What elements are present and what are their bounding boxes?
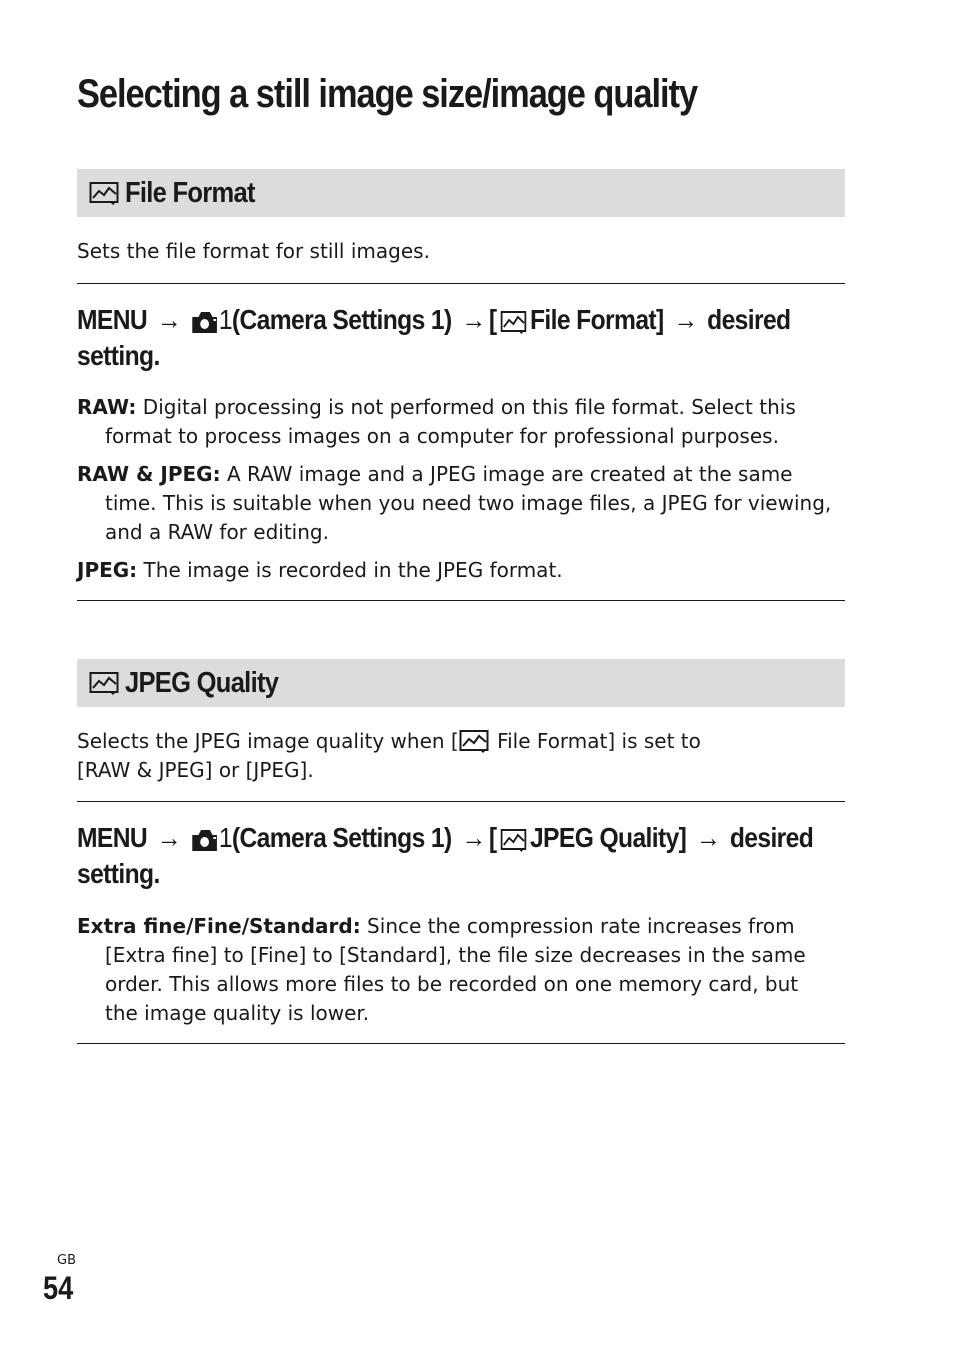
- divider: [77, 801, 845, 802]
- divider: [77, 600, 845, 601]
- arrow-icon: →: [156, 822, 181, 853]
- description-text: Selects the JPEG image quality when [: [77, 729, 459, 753]
- still-image-icon: [89, 181, 119, 205]
- section-description: Sets the file format for still images.: [77, 239, 430, 263]
- section-heading: File Format: [125, 176, 255, 209]
- item-description: Since the compression rate increases from [Extra fine] to [Fine] to [Standard], the file size decreases in the same order. This allows more files to be recorded on one memory card, but the image quality is lower.: [105, 914, 806, 1025]
- section-header-jpeg-quality: [77, 659, 845, 707]
- item-term: JPEG:: [77, 558, 138, 582]
- list-item: [77, 393, 837, 451]
- item-term: RAW & JPEG:: [77, 462, 221, 486]
- page-number: 54: [43, 1270, 74, 1306]
- divider: [77, 1043, 845, 1044]
- camera-icon: [191, 828, 219, 852]
- arrow-icon: →: [673, 304, 698, 335]
- menu-item-label: JPEG Quality]: [529, 822, 687, 853]
- menu-path: [77, 820, 867, 892]
- arrow-icon: →: [696, 822, 721, 853]
- section-heading: JPEG Quality: [125, 666, 279, 699]
- still-image-icon: [89, 671, 119, 695]
- item-description: A RAW image and a JPEG image are created at the same time. This is suitable when you need two image files, a JPEG for viewing, and a RAW for editing.: [105, 462, 832, 544]
- item-term: Extra fine/Fine/Standard:: [77, 914, 361, 938]
- setting-label: setting.: [77, 858, 160, 889]
- item-description: Digital processing is not performed on this file format. Select this format to process images on a computer for professional purposes.: [105, 395, 796, 448]
- menu-label: MENU: [77, 822, 148, 853]
- divider: [77, 283, 845, 284]
- page-title: Selecting a still image size/image quality: [77, 72, 698, 116]
- menu-item-label: File Format]: [529, 304, 664, 335]
- bracket: [: [488, 304, 497, 335]
- item-description: The image is recorded in the JPEG format.: [137, 558, 563, 582]
- arrow-icon: →: [461, 822, 486, 853]
- list-item: [77, 912, 837, 1028]
- bracket: [: [488, 822, 497, 853]
- desired-label: desired: [707, 304, 791, 335]
- setting-label: setting.: [77, 340, 160, 371]
- desired-label: desired: [729, 822, 814, 853]
- section-description: [77, 727, 737, 785]
- still-image-icon: [459, 729, 489, 753]
- camera-icon: [191, 310, 219, 334]
- list-item: [77, 556, 837, 585]
- arrow-icon: →: [461, 304, 486, 335]
- arrow-icon: →: [156, 304, 181, 335]
- still-image-icon: [500, 310, 526, 334]
- camera-settings-label: (Camera Settings 1): [231, 304, 452, 335]
- list-item: [77, 460, 837, 547]
- item-term: RAW:: [77, 395, 137, 419]
- menu-path: [77, 302, 867, 374]
- camera-settings-number: 1: [218, 304, 232, 335]
- region-label: GB: [57, 1253, 76, 1268]
- section-header-file-format: [77, 169, 845, 217]
- camera-settings-number: 1: [218, 822, 232, 853]
- camera-settings-label: (Camera Settings 1): [231, 822, 452, 853]
- description-text: File Format] is set to [RAW & JPEG] or [JPEG].: [77, 729, 701, 782]
- menu-label: MENU: [77, 304, 148, 335]
- still-image-icon: [500, 828, 526, 852]
